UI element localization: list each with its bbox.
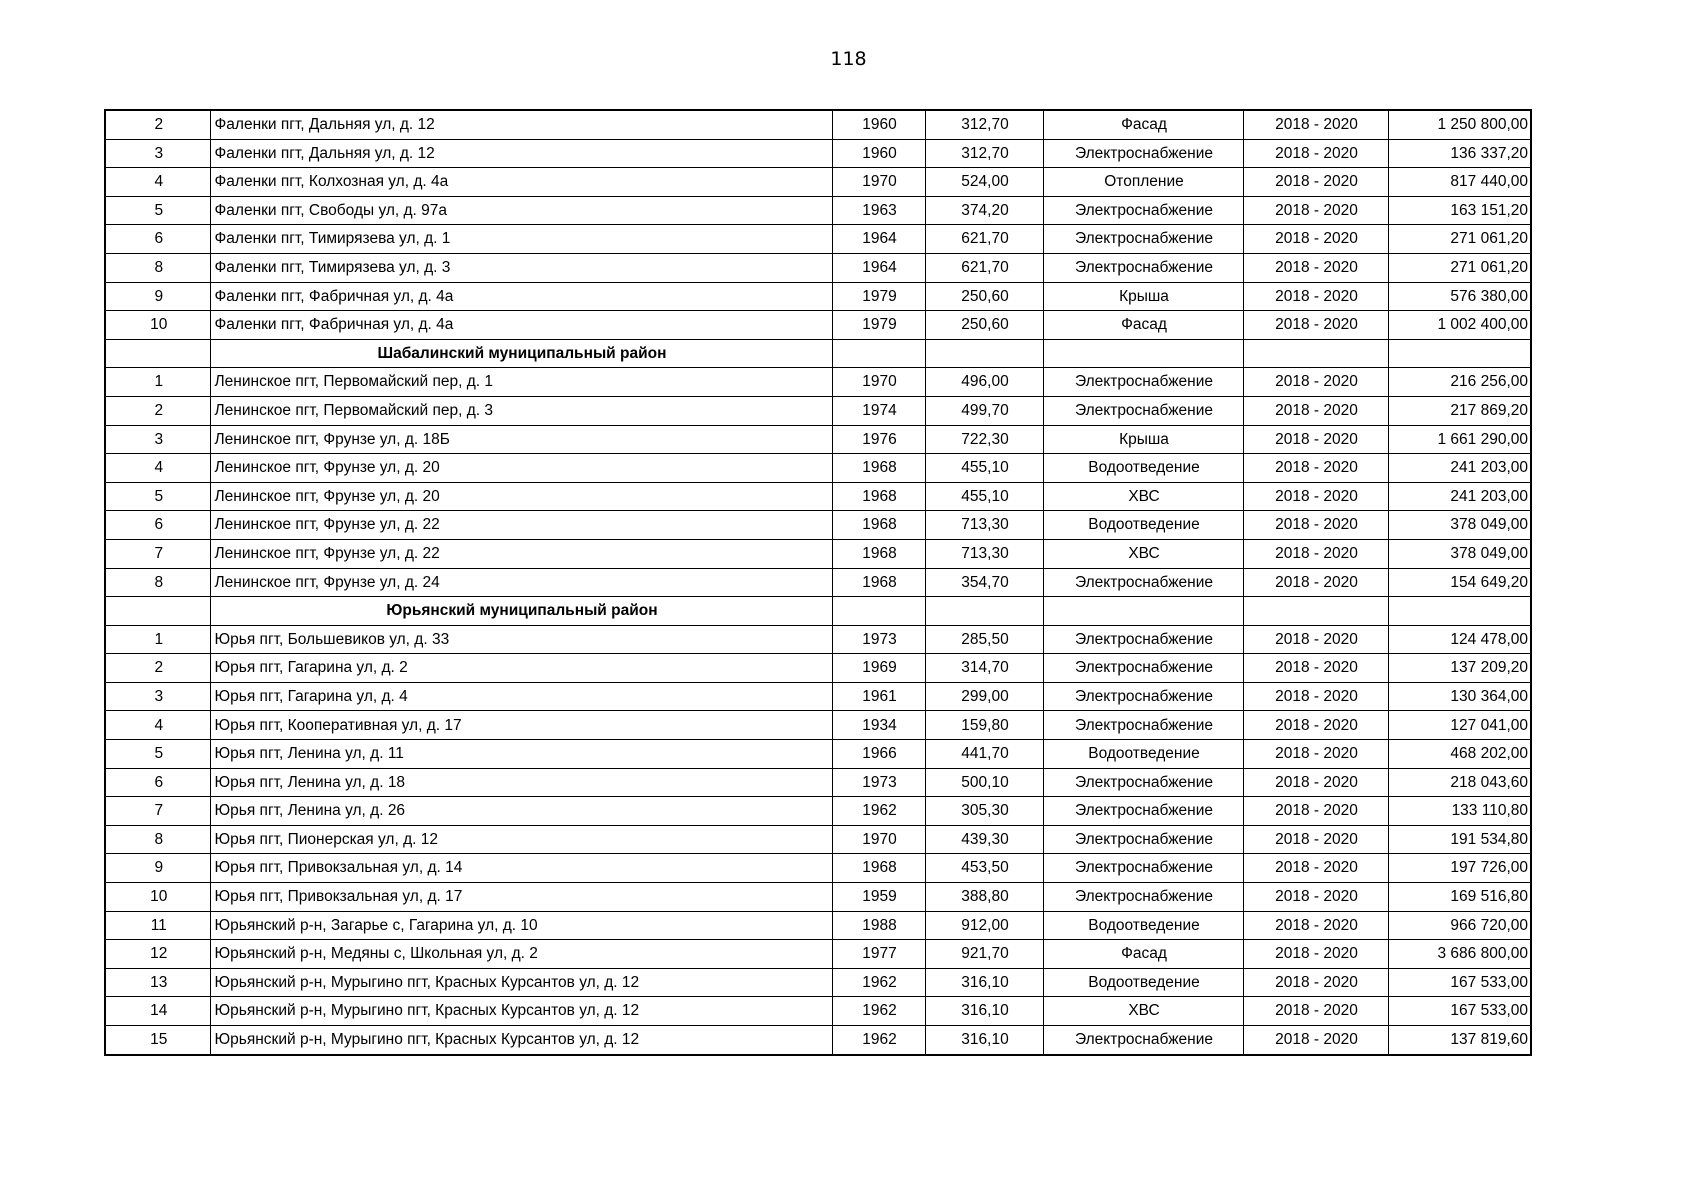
address-cell: Ленинское пгт, Фрунзе ул, д. 22 [210, 511, 832, 540]
row-number-cell: 14 [105, 997, 210, 1026]
row-number-cell: 6 [105, 768, 210, 797]
section-header-row [105, 597, 1531, 626]
address-cell: Фаленки пгт, Дальняя ул, д. 12 [210, 139, 832, 168]
row-number-cell: 8 [105, 825, 210, 854]
address-cell: Фаленки пгт, Фабричная ул, д. 4а [210, 311, 832, 340]
table-body [105, 110, 1531, 1055]
period-cell: 2018 - 2020 [1243, 225, 1388, 254]
row-number-cell: 4 [105, 711, 210, 740]
area-cell: 453,50 [925, 854, 1043, 883]
address-cell: Юрья пгт, Большевиков ул, д. 33 [210, 625, 832, 654]
cost-cell: 378 049,00 [1388, 539, 1531, 568]
table-row [105, 997, 1531, 1026]
build-year-cell: 1966 [832, 740, 925, 769]
cost-cell: 163 151,20 [1388, 196, 1531, 225]
table-row [105, 883, 1531, 912]
cost-cell: 217 869,20 [1388, 396, 1531, 425]
area-cell: 316,10 [925, 968, 1043, 997]
address-cell: Фаленки пгт, Свободы ул, д. 97а [210, 196, 832, 225]
work-type-cell: Крыша [1043, 282, 1243, 311]
table-row [105, 139, 1531, 168]
cost-cell: 127 041,00 [1388, 711, 1531, 740]
row-number-cell: 11 [105, 911, 210, 940]
cost-cell: 137 209,20 [1388, 654, 1531, 683]
row-number-cell: 9 [105, 854, 210, 883]
build-year-cell: 1968 [832, 539, 925, 568]
table-row [105, 539, 1531, 568]
cost-cell: 167 533,00 [1388, 997, 1531, 1026]
address-cell: Юрья пгт, Кооперативная ул, д. 17 [210, 711, 832, 740]
empty-cell [1388, 597, 1531, 626]
area-cell: 250,60 [925, 311, 1043, 340]
empty-cell [832, 597, 925, 626]
cost-cell: 197 726,00 [1388, 854, 1531, 883]
build-year-cell: 1960 [832, 139, 925, 168]
table-row [105, 196, 1531, 225]
table-row [105, 768, 1531, 797]
work-type-cell: Электроснабжение [1043, 825, 1243, 854]
area-cell: 312,70 [925, 110, 1043, 139]
work-type-cell: Водоотведение [1043, 740, 1243, 769]
table-row [105, 482, 1531, 511]
row-number-cell: 7 [105, 797, 210, 826]
period-cell: 2018 - 2020 [1243, 682, 1388, 711]
area-cell: 722,30 [925, 425, 1043, 454]
area-cell: 299,00 [925, 682, 1043, 711]
period-cell: 2018 - 2020 [1243, 396, 1388, 425]
cost-cell: 1 661 290,00 [1388, 425, 1531, 454]
work-type-cell: ХВС [1043, 482, 1243, 511]
area-cell: 312,70 [925, 139, 1043, 168]
work-type-cell: Фасад [1043, 940, 1243, 969]
address-cell: Юрьянский р-н, Загарье с, Гагарина ул, д. 10 [210, 911, 832, 940]
build-year-cell: 1962 [832, 1026, 925, 1055]
work-type-cell: Электроснабжение [1043, 368, 1243, 397]
work-type-cell: Крыша [1043, 425, 1243, 454]
work-type-cell: Фасад [1043, 311, 1243, 340]
cost-cell: 167 533,00 [1388, 968, 1531, 997]
work-type-cell: Электроснабжение [1043, 1026, 1243, 1055]
row-number-cell: 3 [105, 425, 210, 454]
period-cell: 2018 - 2020 [1243, 625, 1388, 654]
cost-cell: 130 364,00 [1388, 682, 1531, 711]
area-cell: 250,60 [925, 282, 1043, 311]
work-type-cell: Электроснабжение [1043, 253, 1243, 282]
work-type-cell: Водоотведение [1043, 454, 1243, 483]
table-row [105, 740, 1531, 769]
build-year-cell: 1963 [832, 196, 925, 225]
section-title: Шабалинский муниципальный район [210, 339, 832, 368]
address-cell: Юрья пгт, Привокзальная ул, д. 14 [210, 854, 832, 883]
work-type-cell: Электроснабжение [1043, 797, 1243, 826]
area-cell: 921,70 [925, 940, 1043, 969]
work-type-cell: ХВС [1043, 997, 1243, 1026]
period-cell: 2018 - 2020 [1243, 711, 1388, 740]
address-cell: Фаленки пгт, Фабричная ул, д. 4а [210, 282, 832, 311]
empty-cell [1043, 597, 1243, 626]
row-number-cell: 4 [105, 454, 210, 483]
work-type-cell: Электроснабжение [1043, 654, 1243, 683]
address-cell: Ленинское пгт, Фрунзе ул, д. 18Б [210, 425, 832, 454]
row-number-cell: 2 [105, 110, 210, 139]
row-number-cell: 5 [105, 740, 210, 769]
address-cell: Юрьянский р-н, Мурыгино пгт, Красных Курсантов ул, д. 12 [210, 1026, 832, 1055]
row-number-cell: 2 [105, 396, 210, 425]
area-cell: 455,10 [925, 482, 1043, 511]
section-title: Юрьянский муниципальный район [210, 597, 832, 626]
page-number: 118 [830, 48, 867, 70]
row-number-cell: 1 [105, 368, 210, 397]
address-cell: Юрья пгт, Ленина ул, д. 26 [210, 797, 832, 826]
build-year-cell: 1962 [832, 968, 925, 997]
row-number-cell: 15 [105, 1026, 210, 1055]
cost-cell: 133 110,80 [1388, 797, 1531, 826]
period-cell: 2018 - 2020 [1243, 654, 1388, 683]
table-row [105, 454, 1531, 483]
work-type-cell: Водоотведение [1043, 911, 1243, 940]
build-year-cell: 1964 [832, 253, 925, 282]
table-row [105, 968, 1531, 997]
table-row [105, 940, 1531, 969]
table-row [105, 654, 1531, 683]
address-cell: Ленинское пгт, Фрунзе ул, д. 22 [210, 539, 832, 568]
build-year-cell: 1970 [832, 825, 925, 854]
table-row [105, 311, 1531, 340]
area-cell: 713,30 [925, 539, 1043, 568]
area-cell: 354,70 [925, 568, 1043, 597]
table-row [105, 1026, 1531, 1055]
period-cell: 2018 - 2020 [1243, 425, 1388, 454]
period-cell: 2018 - 2020 [1243, 940, 1388, 969]
work-type-cell: Водоотведение [1043, 968, 1243, 997]
build-year-cell: 1974 [832, 396, 925, 425]
period-cell: 2018 - 2020 [1243, 168, 1388, 197]
build-year-cell: 1970 [832, 168, 925, 197]
build-year-cell: 1968 [832, 511, 925, 540]
table-row [105, 425, 1531, 454]
area-cell: 496,00 [925, 368, 1043, 397]
row-number-cell: 8 [105, 253, 210, 282]
address-cell: Юрья пгт, Пионерская ул, д. 12 [210, 825, 832, 854]
period-cell: 2018 - 2020 [1243, 282, 1388, 311]
table-row [105, 682, 1531, 711]
cost-cell: 966 720,00 [1388, 911, 1531, 940]
period-cell: 2018 - 2020 [1243, 110, 1388, 139]
row-number-cell: 12 [105, 940, 210, 969]
address-cell: Юрья пгт, Ленина ул, д. 11 [210, 740, 832, 769]
period-cell: 2018 - 2020 [1243, 311, 1388, 340]
build-year-cell: 1968 [832, 854, 925, 883]
cost-cell: 191 534,80 [1388, 825, 1531, 854]
area-cell: 621,70 [925, 253, 1043, 282]
period-cell: 2018 - 2020 [1243, 539, 1388, 568]
area-cell: 374,20 [925, 196, 1043, 225]
work-type-cell: Электроснабжение [1043, 396, 1243, 425]
period-cell: 2018 - 2020 [1243, 482, 1388, 511]
row-number-cell: 3 [105, 682, 210, 711]
build-year-cell: 1970 [832, 368, 925, 397]
area-cell: 159,80 [925, 711, 1043, 740]
address-cell: Ленинское пгт, Фрунзе ул, д. 20 [210, 454, 832, 483]
address-cell: Фаленки пгт, Тимирязева ул, д. 1 [210, 225, 832, 254]
work-type-cell: Электроснабжение [1043, 196, 1243, 225]
table-row [105, 854, 1531, 883]
build-year-cell: 1977 [832, 940, 925, 969]
cost-cell: 1 250 800,00 [1388, 110, 1531, 139]
work-type-cell: Электроснабжение [1043, 883, 1243, 912]
area-cell: 621,70 [925, 225, 1043, 254]
address-cell: Юрьянский р-н, Медяны с, Школьная ул, д. 2 [210, 940, 832, 969]
row-number-cell: 6 [105, 225, 210, 254]
work-type-cell: Фасад [1043, 110, 1243, 139]
row-number-cell: 9 [105, 282, 210, 311]
cost-cell: 137 819,60 [1388, 1026, 1531, 1055]
section-header-row [105, 339, 1531, 368]
table-row [105, 253, 1531, 282]
period-cell: 2018 - 2020 [1243, 511, 1388, 540]
area-cell: 912,00 [925, 911, 1043, 940]
row-number-cell: 3 [105, 139, 210, 168]
address-cell: Юрьянский р-н, Мурыгино пгт, Красных Курсантов ул, д. 12 [210, 968, 832, 997]
row-number-cell: 8 [105, 568, 210, 597]
address-cell: Юрья пгт, Гагарина ул, д. 2 [210, 654, 832, 683]
table-row [105, 911, 1531, 940]
address-cell: Ленинское пгт, Фрунзе ул, д. 20 [210, 482, 832, 511]
period-cell: 2018 - 2020 [1243, 797, 1388, 826]
address-cell: Фаленки пгт, Колхозная ул, д. 4а [210, 168, 832, 197]
cost-cell: 124 478,00 [1388, 625, 1531, 654]
address-cell: Юрья пгт, Привокзальная ул, д. 17 [210, 883, 832, 912]
work-type-cell: Электроснабжение [1043, 225, 1243, 254]
table-row [105, 396, 1531, 425]
work-type-cell: Электроснабжение [1043, 768, 1243, 797]
table-row [105, 368, 1531, 397]
empty-cell [832, 339, 925, 368]
build-year-cell: 1961 [832, 682, 925, 711]
cost-cell: 468 202,00 [1388, 740, 1531, 769]
row-number-cell: 2 [105, 654, 210, 683]
row-number-cell: 5 [105, 196, 210, 225]
cost-cell: 241 203,00 [1388, 482, 1531, 511]
row-number-cell: 7 [105, 539, 210, 568]
period-cell: 2018 - 2020 [1243, 825, 1388, 854]
build-year-cell: 1962 [832, 997, 925, 1026]
build-year-cell: 1934 [832, 711, 925, 740]
address-cell: Ленинское пгт, Первомайский пер, д. 1 [210, 368, 832, 397]
cost-cell: 216 256,00 [1388, 368, 1531, 397]
build-year-cell: 1979 [832, 282, 925, 311]
period-cell: 2018 - 2020 [1243, 196, 1388, 225]
area-cell: 388,80 [925, 883, 1043, 912]
table-row [105, 282, 1531, 311]
work-type-cell: Электроснабжение [1043, 568, 1243, 597]
address-cell: Юрья пгт, Ленина ул, д. 18 [210, 768, 832, 797]
cost-cell: 271 061,20 [1388, 225, 1531, 254]
area-cell: 314,70 [925, 654, 1043, 683]
address-cell: Юрья пгт, Гагарина ул, д. 4 [210, 682, 832, 711]
cost-cell: 576 380,00 [1388, 282, 1531, 311]
work-type-cell: Электроснабжение [1043, 139, 1243, 168]
cost-cell: 218 043,60 [1388, 768, 1531, 797]
work-type-cell: Отопление [1043, 168, 1243, 197]
address-cell: Фаленки пгт, Тимирязева ул, д. 3 [210, 253, 832, 282]
cost-cell: 271 061,20 [1388, 253, 1531, 282]
cost-cell: 136 337,20 [1388, 139, 1531, 168]
area-cell: 524,00 [925, 168, 1043, 197]
empty-cell [925, 339, 1043, 368]
cost-cell: 378 049,00 [1388, 511, 1531, 540]
work-type-cell: Электроснабжение [1043, 711, 1243, 740]
period-cell: 2018 - 2020 [1243, 568, 1388, 597]
work-type-cell: Электроснабжение [1043, 682, 1243, 711]
cost-cell: 3 686 800,00 [1388, 940, 1531, 969]
build-year-cell: 1960 [832, 110, 925, 139]
work-type-cell: Водоотведение [1043, 511, 1243, 540]
table-row [105, 110, 1531, 139]
empty-cell [105, 339, 210, 368]
table-row [105, 625, 1531, 654]
address-cell: Ленинское пгт, Фрунзе ул, д. 24 [210, 568, 832, 597]
row-number-cell: 10 [105, 311, 210, 340]
area-cell: 305,30 [925, 797, 1043, 826]
period-cell: 2018 - 2020 [1243, 740, 1388, 769]
area-cell: 500,10 [925, 768, 1043, 797]
area-cell: 499,70 [925, 396, 1043, 425]
work-type-cell: Электроснабжение [1043, 625, 1243, 654]
row-number-cell: 10 [105, 883, 210, 912]
period-cell: 2018 - 2020 [1243, 368, 1388, 397]
cost-cell: 169 516,80 [1388, 883, 1531, 912]
area-cell: 713,30 [925, 511, 1043, 540]
row-number-cell: 1 [105, 625, 210, 654]
build-year-cell: 1979 [832, 311, 925, 340]
table-row [105, 711, 1531, 740]
work-type-cell: Электроснабжение [1043, 854, 1243, 883]
table-row [105, 797, 1531, 826]
row-number-cell: 6 [105, 511, 210, 540]
empty-cell [1243, 597, 1388, 626]
area-cell: 455,10 [925, 454, 1043, 483]
table-row [105, 825, 1531, 854]
table-row [105, 511, 1531, 540]
period-cell: 2018 - 2020 [1243, 883, 1388, 912]
work-type-cell: ХВС [1043, 539, 1243, 568]
build-year-cell: 1973 [832, 768, 925, 797]
period-cell: 2018 - 2020 [1243, 1026, 1388, 1055]
build-year-cell: 1962 [832, 797, 925, 826]
period-cell: 2018 - 2020 [1243, 854, 1388, 883]
build-year-cell: 1988 [832, 911, 925, 940]
empty-cell [1043, 339, 1243, 368]
empty-cell [105, 597, 210, 626]
area-cell: 439,30 [925, 825, 1043, 854]
build-year-cell: 1968 [832, 482, 925, 511]
area-cell: 441,70 [925, 740, 1043, 769]
row-number-cell: 4 [105, 168, 210, 197]
build-year-cell: 1959 [832, 883, 925, 912]
address-cell: Ленинское пгт, Первомайский пер, д. 3 [210, 396, 832, 425]
empty-cell [1243, 339, 1388, 368]
address-cell: Юрьянский р-н, Мурыгино пгт, Красных Курсантов ул, д. 12 [210, 997, 832, 1026]
period-cell: 2018 - 2020 [1243, 454, 1388, 483]
build-year-cell: 1969 [832, 654, 925, 683]
address-cell: Фаленки пгт, Дальняя ул, д. 12 [210, 110, 832, 139]
cost-cell: 154 649,20 [1388, 568, 1531, 597]
cost-cell: 817 440,00 [1388, 168, 1531, 197]
table-row [105, 225, 1531, 254]
row-number-cell: 13 [105, 968, 210, 997]
build-year-cell: 1964 [832, 225, 925, 254]
empty-cell [925, 597, 1043, 626]
period-cell: 2018 - 2020 [1243, 768, 1388, 797]
cost-cell: 1 002 400,00 [1388, 311, 1531, 340]
row-number-cell: 5 [105, 482, 210, 511]
build-year-cell: 1968 [832, 454, 925, 483]
build-year-cell: 1976 [832, 425, 925, 454]
table-row [105, 168, 1531, 197]
area-cell: 316,10 [925, 997, 1043, 1026]
period-cell: 2018 - 2020 [1243, 139, 1388, 168]
repair-schedule-table [104, 109, 1532, 1056]
period-cell: 2018 - 2020 [1243, 997, 1388, 1026]
area-cell: 285,50 [925, 625, 1043, 654]
build-year-cell: 1968 [832, 568, 925, 597]
table-row [105, 568, 1531, 597]
area-cell: 316,10 [925, 1026, 1043, 1055]
cost-cell: 241 203,00 [1388, 454, 1531, 483]
build-year-cell: 1973 [832, 625, 925, 654]
period-cell: 2018 - 2020 [1243, 253, 1388, 282]
period-cell: 2018 - 2020 [1243, 968, 1388, 997]
empty-cell [1388, 339, 1531, 368]
period-cell: 2018 - 2020 [1243, 911, 1388, 940]
